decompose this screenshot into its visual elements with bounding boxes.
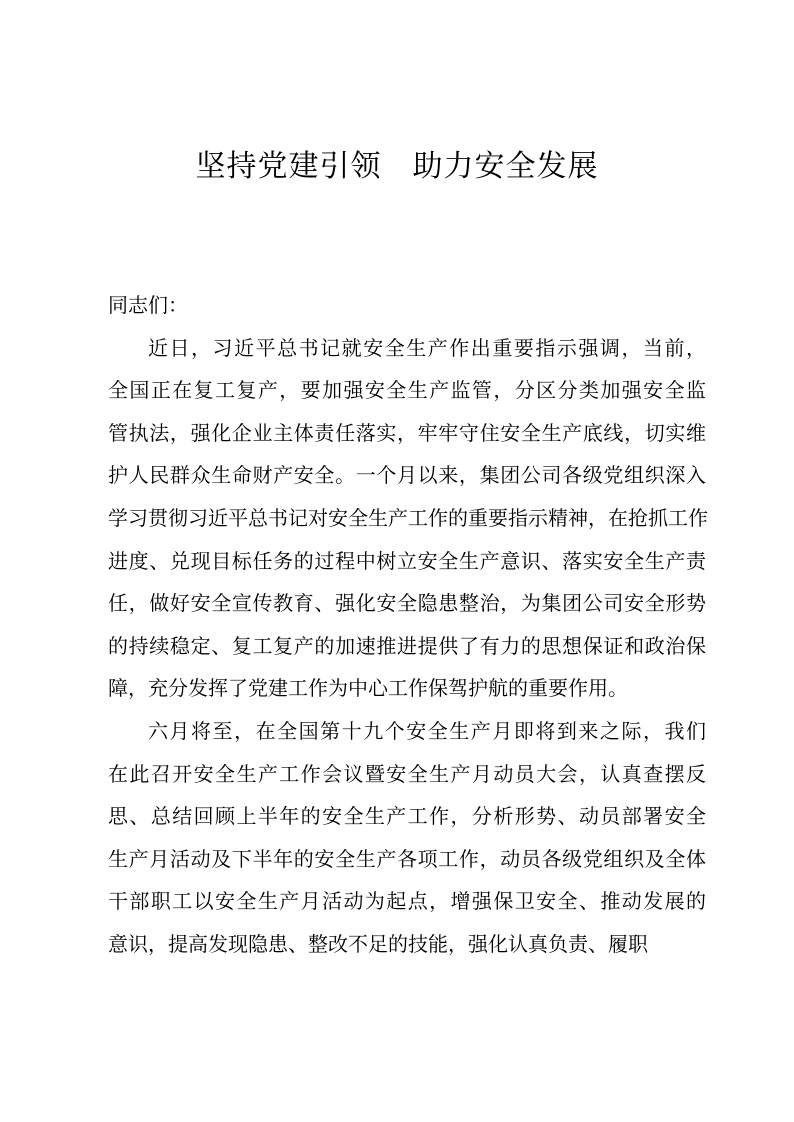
paragraph-line: 学习贯彻习近平总书记对安全生产工作的重要指示精神，在抢抓工作 [108,505,708,530]
paragraph-line: 六月将至，在全国第十九个安全生产月即将到来之际，我们 [148,718,706,743]
paragraph-line: 近日，习近平总书记就安全生产作出重要指示强调，当前， [148,335,706,360]
paragraph-line: 全国正在复工复产，要加强安全生产监管，分区分类加强安全监 [108,378,706,403]
paragraph-line: 护人民群众生命财产安全。一个月以来，集团公司各级党组织深入 [108,463,706,488]
paragraph-2 [108,710,708,966]
paragraph-line: 进度、兑现目标任务的过程中树立安全生产意识、落实安全生产责 [108,548,706,573]
paragraph-line: 障，充分发挥了党建工作为中心工作保驾护航的重要作用。 [108,676,628,701]
paragraph-line: 意识，提高发现隐患、整改不足的技能，强化认真负责、履职 [108,931,648,956]
paragraph-line: 的持续稳定、复工复产的加速推进提供了有力的思想保证和政治保 [108,633,706,658]
document-body [108,284,708,966]
salutation: 同志们： [108,293,188,317]
paragraph-1 [108,327,708,710]
document-title: 坚持党建引领 助力安全发展 [195,149,599,184]
paragraph-line: 干部职工以安全生产月活动为起点，增强保卫安全、推动发展的 [108,889,706,914]
paragraph-line: 生产月活动及下半年的安全生产各项工作，动员各级党组织及全体 [108,846,706,871]
paragraph-line: 管执法，强化企业主体责任落实，牢牢守住安全生产底线，切实维 [108,420,706,445]
paragraph-line: 在此召开安全生产工作会议暨安全生产月动员大会，认真查摆反 [108,761,706,786]
paragraph-line: 思、总结回顾上半年的安全生产工作，分析形势、动员部署安全 [108,804,706,829]
paragraph-line: 任，做好安全宣传教育、强化安全隐患整治，为集团公司安全形势 [108,591,706,616]
